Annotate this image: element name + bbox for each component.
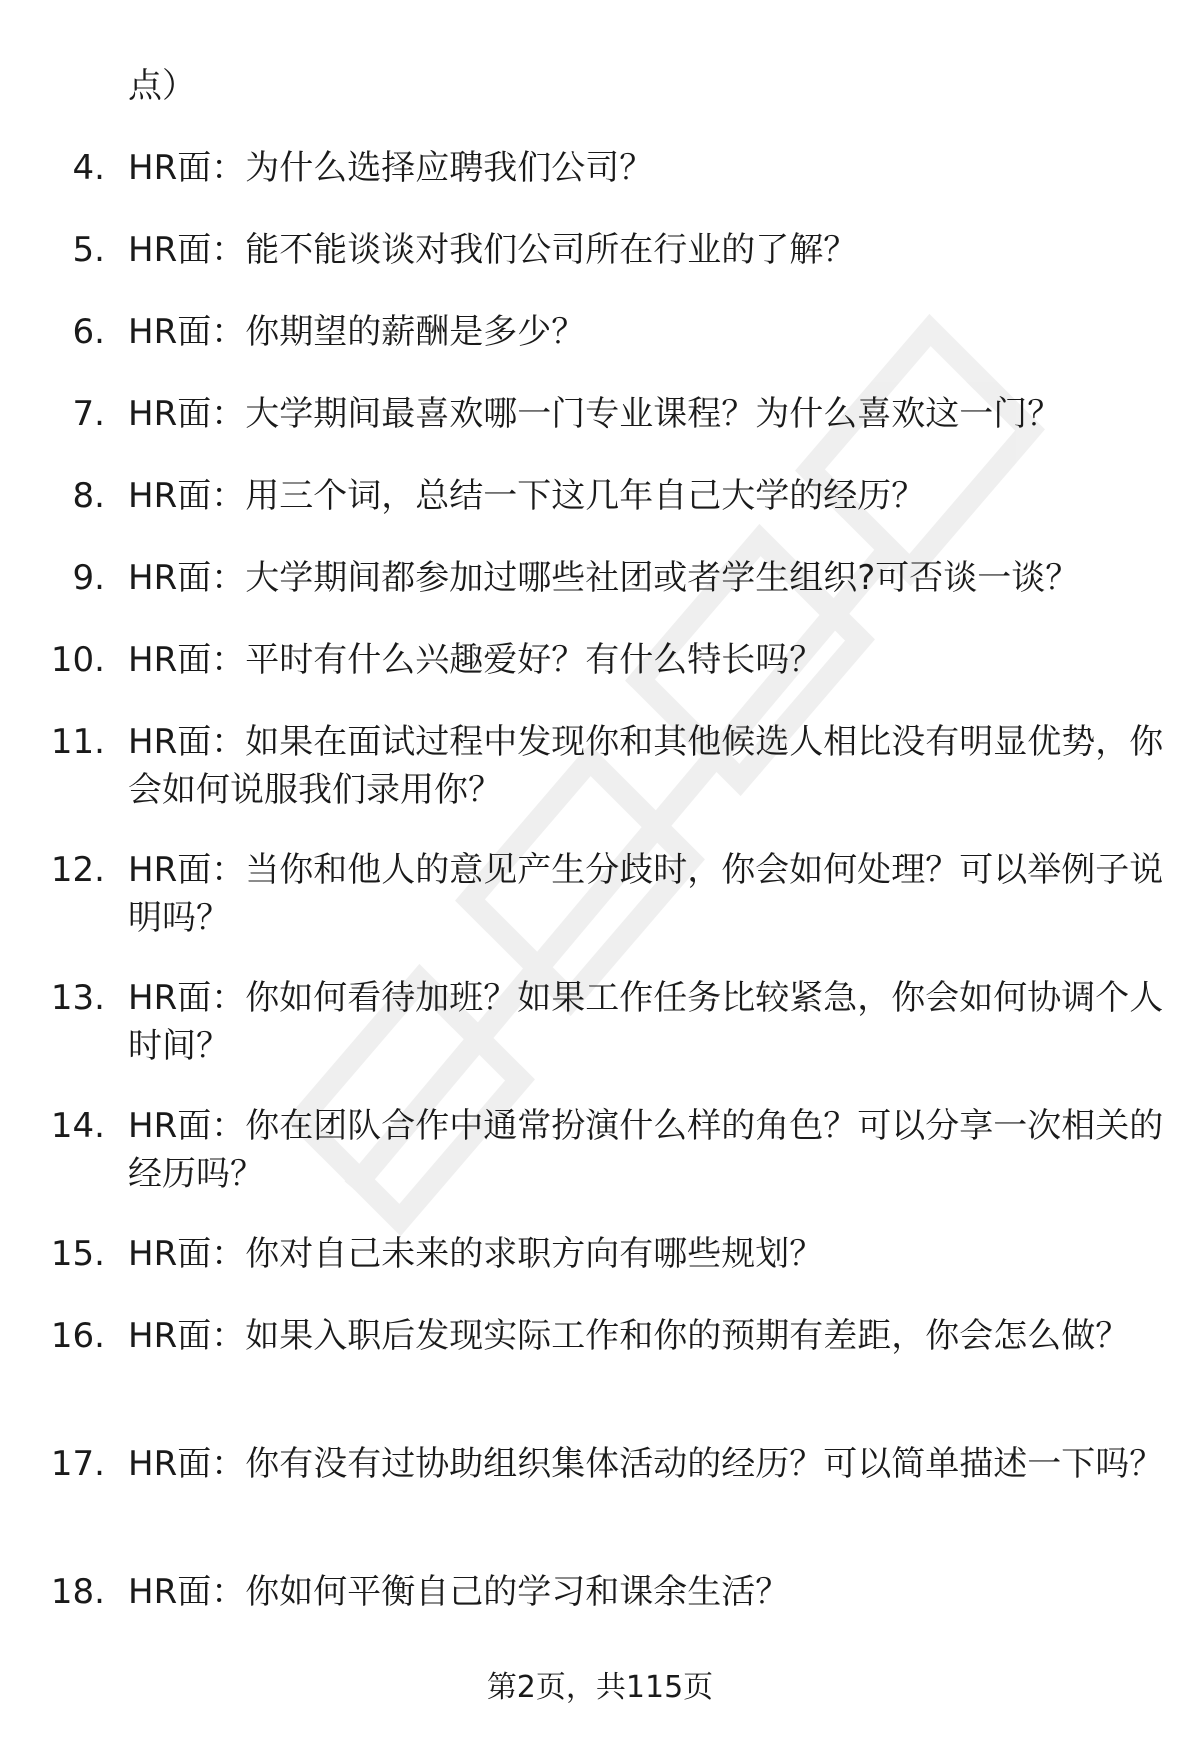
item-number: 5. <box>72 230 105 270</box>
item-text: HR面：大学期间都参加过哪些社团或者学生组织?可否谈一谈？ <box>128 558 1080 598</box>
item-number: 4. <box>72 148 105 188</box>
item-text: HR面：平时有什么兴趣爱好？有什么特长吗？ <box>128 640 824 680</box>
item-number: 12. <box>50 850 105 890</box>
item-text: HR面：当你和他人的意见产生分歧时，你会如何处理？可以举例子说明吗？ <box>128 850 1164 938</box>
item-text: HR面：如果在面试过程中发现你和其他候选人相比没有明显优势，你会如何说服我们录用你？ <box>128 722 1164 810</box>
item-number: 16. <box>50 1316 105 1356</box>
item-number: 8. <box>72 476 105 516</box>
item-text: HR面：能不能谈谈对我们公司所在行业的了解？ <box>128 230 858 270</box>
item-text: HR面：你如何平衡自己的学习和课余生活？ <box>128 1572 790 1612</box>
item-number: 10. <box>50 640 105 680</box>
item-text: HR面：你对自己未来的求职方向有哪些规划？ <box>128 1234 824 1274</box>
item-number: 15. <box>50 1234 105 1274</box>
item-text: HR面：你有没有过协助组织集体活动的经历？可以简单描述一下吗？ <box>128 1444 1164 1484</box>
item-text: HR面：为什么选择应聘我们公司？ <box>128 148 654 188</box>
item-number: 17. <box>50 1444 105 1484</box>
item-number: 14. <box>50 1106 105 1146</box>
continuation-text: 点） <box>128 66 196 106</box>
item-text: HR面：你在团队合作中通常扮演什么样的角色？可以分享一次相关的经历吗？ <box>128 1106 1164 1194</box>
item-text: HR面：如果入职后发现实际工作和你的预期有差距，你会怎么做？ <box>128 1316 1130 1356</box>
item-number: 7. <box>72 394 105 434</box>
page-footer: 第2页，共115页 <box>486 1670 714 1705</box>
item-text: HR面：大学期间最喜欢哪一门专业课程？为什么喜欢这一门？ <box>128 394 1062 434</box>
item-text: HR面：你期望的薪酬是多少？ <box>128 312 586 352</box>
item-number: 6. <box>72 312 105 352</box>
item-number: 18. <box>50 1572 105 1612</box>
item-number: 9. <box>72 558 105 598</box>
item-number: 11. <box>50 722 105 762</box>
item-text: HR面：你如何看待加班？如果工作任务比较紧急，你会如何协调个人时间？ <box>128 978 1164 1066</box>
item-text: HR面：用三个词，总结一下这几年自己大学的经历？ <box>128 476 926 516</box>
item-number: 13. <box>50 978 105 1018</box>
